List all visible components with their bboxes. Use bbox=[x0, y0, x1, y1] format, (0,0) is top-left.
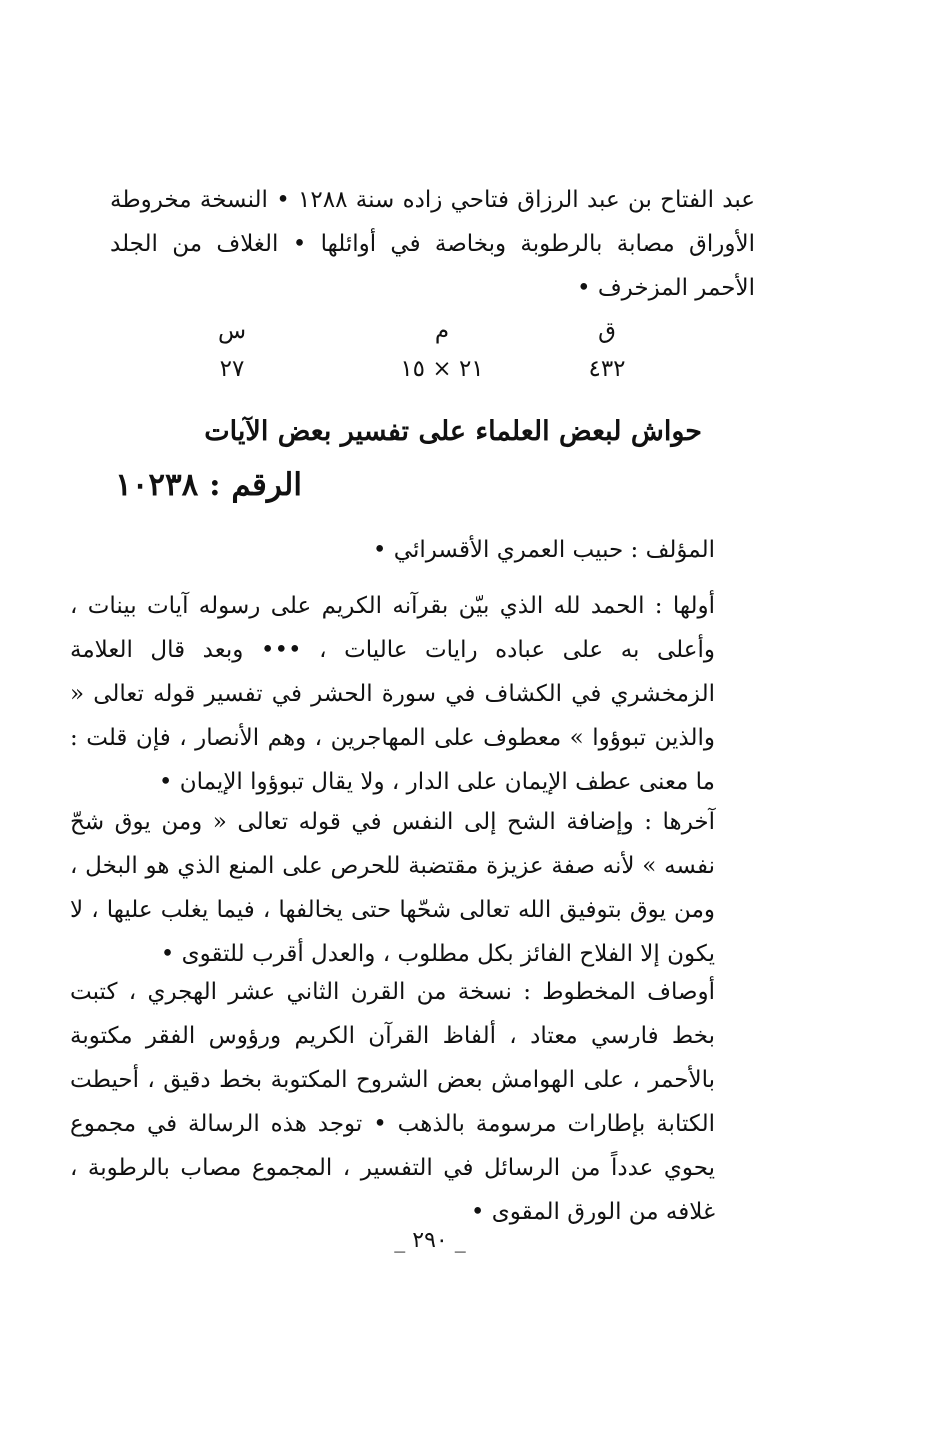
page-number: _ ٢٩٠ _ bbox=[394, 1228, 466, 1253]
explicit-paragraph: آخرها : وإضافة الشح إلى النفس في قوله تعالى « ومن يوق شحّ نفسه » لأنه صفة عزيزة مقتضبة للحرص على المنع الذي هو البخل ، ومن يوق بتوفيق الله تعالى شحّها حتى يخالفها ، فيما يغلب عليها ، لا يكون إلا الفلاح الفائز بكل مطلوب ، والعدل أقرب للتقوى • bbox=[70, 809, 715, 967]
author-line: المؤلف : حبيب العمري الأقسرائي • bbox=[372, 537, 715, 563]
measure-header: س bbox=[217, 318, 247, 344]
record-number: الرقم : ١٠٢٣٨ bbox=[115, 467, 302, 503]
manuscript-description-paragraph: أوصاف المخطوط : نسخة من القرن الثاني عشر الهجري ، كتبت بخط فارسي معتاد ، ألفاظ القرآن الكريم ورؤوس الفقر مكتوبة بالأحمر ، على الهوامش بعض الشروح المكتوبة بخط دقيق ، أحيطت الكتابة بإطارات مرسومة بالذهب • توجد هذه الرسالة في مجموع يحوي عدداً من الرسائل في التفسير ، المجموع مصاب بالرطوبة ، غلافه من الورق المقوى • bbox=[70, 979, 715, 1225]
measure-header: ق bbox=[598, 318, 616, 344]
measure-column-leaves bbox=[552, 312, 662, 388]
measure-column-lines bbox=[177, 312, 287, 388]
measure-value: ٢٧ bbox=[219, 356, 245, 382]
section-title: حواش لبعض العلماء على تفسير بعض الآيات bbox=[204, 416, 702, 447]
previous-entry-paragraph: عبد الفتاح بن عبد الرزاق فتاحي زاده سنة ١٢٨٨ • النسخة مخروطة الأوراق مصابة بالرطوبة وبخاصة في أوائلها • الغلاف من الجلد الأحمر المزخرف • bbox=[110, 187, 756, 301]
incipit-paragraph: أولها : الحمد لله الذي بيّن بقرآنه الكريم على رسوله آيات بينات ، وأعلى به على عباده رايات عاليات ، ••• وبعد قال العلامة الزمخشري في الكشاف في سورة الحشر في تفسير قوله تعالى « والذين تبوؤوا » معطوف على المهاجرين ، وهم الأنصار ، فإن قلت : ما معنى عطف الإيمان على الدار ، ولا يقال تبوؤوا الإيمان • bbox=[70, 593, 715, 795]
measure-value: ٤٣٢ bbox=[588, 356, 626, 382]
measure-value: ٢١ × ١٥ bbox=[400, 356, 484, 382]
measurements-table bbox=[217, 312, 662, 388]
measure-column-size bbox=[387, 312, 497, 388]
measure-header: م bbox=[434, 318, 450, 344]
